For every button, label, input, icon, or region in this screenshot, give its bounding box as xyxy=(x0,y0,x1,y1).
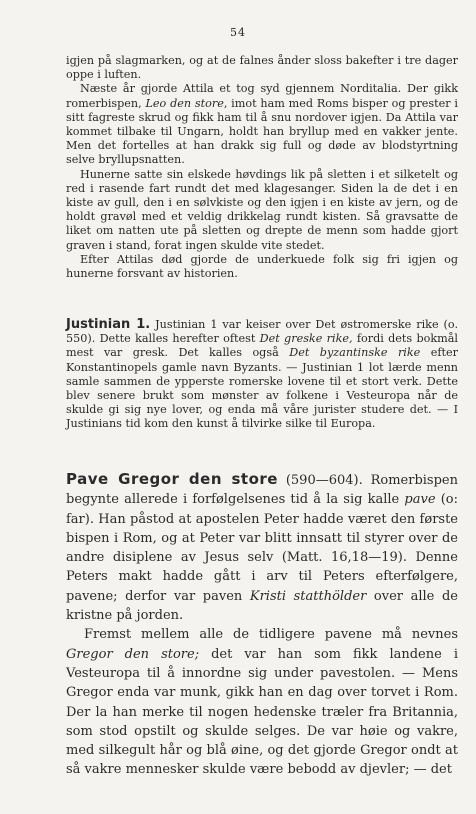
gregor-section xyxy=(66,470,458,780)
justinian-section xyxy=(66,318,458,432)
section-heading: Justinian 1. xyxy=(66,317,151,332)
paragraph: igjen på slagmarken, og at de falnes ånder sloss bakefter i tre dager oppe i luften. xyxy=(66,54,458,82)
paragraph: Næste år gjorde Attila et tog syd gjennem Norditalia. Der gikk romerbispen, Leo den store, imot ham med Roms bisper og prester i sitt fagreste skrud og fikk ham til å snu nordover igjen. Da Attila var kommet tilbake til Ungarn, holdt han bryllup med en vakker jente. Men det fortelles at han drakk sig full og døde av blodstyrtning selve bryllupsnatten. xyxy=(66,82,459,167)
section-heading: Pave Gregor den store xyxy=(66,470,278,488)
paragraph: Efter Attilas død gjorde de underkuede folk sig fri igjen og hunerne forsvant av historien. xyxy=(66,252,458,281)
italic-name: Leo den store xyxy=(145,96,224,110)
paragraph: Justinian 1. Justinian 1 var keiser over Det østromerske rike (o. 550). Dette kalles herefter oftest Det greske rike, fordi dets bokmål mest var gresk. Det kalles også Det byzantinske rike efter Konstantinopels gamle navn Byzants. — Justinian 1 lot lærde menn samle sammen de ypperste romerske lovene til et stort verk. Dette blev senere brukt som mønster av folkene i Vesteuropa når de skulde gi sig nye lover, og enda må våre jurister studere det. — I Justinians tid kom den kunst å tilvirke silke til Europa. xyxy=(66,317,459,431)
paragraph: Pave Gregor den store (590—604). Romerbispen begynte allerede i forfølgelsenes tid å la sig kalle pave (o: far). Han påstod at apostelen Peter hadde været den første bispen i Rom, og at Peter var blitt innsatt til styrer over de andre disiplene av Jesus selv (Matt. 16,18—19). Denne Peters makt hadde gått i arv til Peters efterfølgere, pavene; derfor var paven Kristi statthölder over alle de kristne på jorden. xyxy=(66,470,458,624)
attila-section xyxy=(66,54,458,281)
paragraph: Hunerne satte sin elskede høvdings lik på sletten i et silketelt og red i rasende fart rundt det med klagesanger. Siden la de det i en kiste av gull, den i en sølvkiste og den igjen i en kiste av jern, og de holdt gravøl med et veldig drikkelag rundt kisten. Så gravsatte de liket om natten ute på sletten og drepte de menn som hadde gjort graven i stand, forat ingen skulde vite stedet. xyxy=(66,167,458,252)
paragraph: Fremst mellem alle de tidligere pavene må nevnes Gregor den store; det var han som fikk landene i Vesteuropa til å innordne sig under pavestolen. — Mens Gregor enda var munk, gikk han en dag over torvet i Rom. Der la han merke til nogen hedenske træler fra Britannia, som stod opstilt og skulde selges. De var høie og vakre, med silkegult hår og blå øine, og det gjorde Gregor ondt at så vakre mennesker skulde være bebodd av djevler; — det xyxy=(66,627,458,778)
page-number: 54 xyxy=(230,26,246,39)
